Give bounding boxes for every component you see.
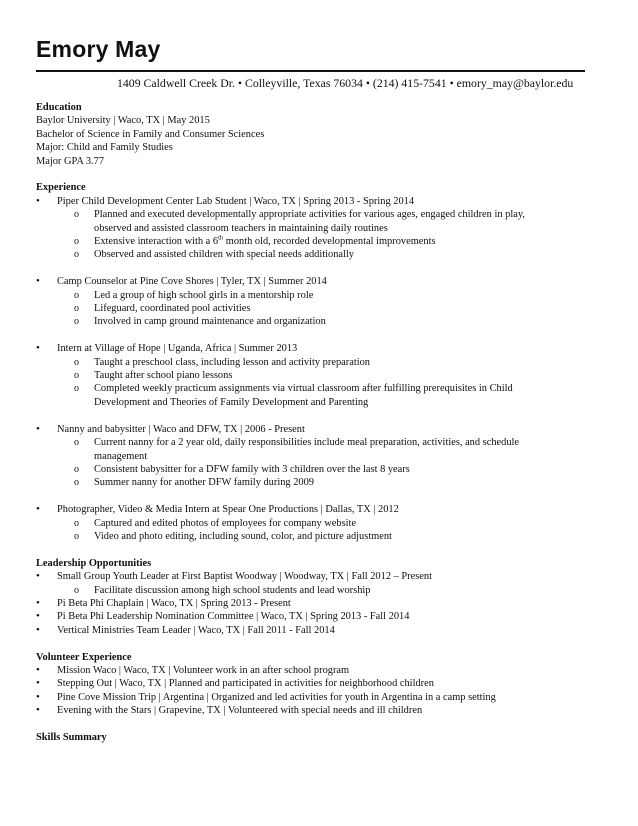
job-detail: o Taught a preschool class, including lesson and activity preparation bbox=[74, 356, 370, 368]
resume-body bbox=[36, 101, 596, 744]
leadership-item: • Pi Beta Phi Leadership Nomination Committee | Waco, TX | Spring 2013 - Fall 2014 bbox=[36, 610, 410, 623]
candidate-name: Emory May bbox=[36, 36, 161, 62]
education-degree: Bachelor of Science in Family and Consumer Sciences bbox=[36, 128, 265, 140]
education-school: Baylor University | Waco, TX | May 2015 bbox=[36, 115, 210, 127]
job-detail: o Observed and assisted children with special needs additionally bbox=[74, 249, 354, 261]
leadership-item: • Vertical Ministries Team Leader | Waco, TX | Fall 2011 - Fall 2014 bbox=[36, 623, 335, 636]
education-major: Major: Child and Family Studies bbox=[36, 142, 173, 154]
volunteer-item: • Mission Waco | Waco, TX | Volunteer work in an after school program bbox=[36, 663, 350, 676]
contact-line: 1409 Caldwell Creek Dr. • Colleyville, Texas 76034 • (214) 415-7541 • emory_may@baylor.edu bbox=[117, 76, 574, 90]
job-detail: o Taught after school piano lessons bbox=[74, 370, 233, 382]
volunteer-item: • Stepping Out | Waco, TX | Planned and participated in activities for neighborhood children bbox=[36, 677, 434, 690]
leadership-item: • Small Group Youth Leader at First Baptist Woodway | Woodway, TX | Fall 2012 – Present bbox=[36, 570, 432, 583]
job-detail: o Captured and edited photos of employees for company website bbox=[74, 517, 357, 529]
education-heading: Education bbox=[36, 102, 82, 113]
job-detail: o Extensive interaction with a 6th month old, recorded developmental improvements bbox=[74, 234, 436, 248]
volunteer-item: • Pine Cove Mission Trip | Argentina | Organized and led activities for youth in Argentina in a camp setting bbox=[36, 690, 496, 703]
volunteer-item: • Evening with the Stars | Grapevine, TX | Volunteered with special needs and ill children bbox=[36, 704, 423, 717]
job-title: • Camp Counselor at Pine Cove Shores | Tyler, TX | Summer 2014 bbox=[36, 275, 327, 288]
leadership-item: • Pi Beta Phi Chaplain | Waco, TX | Spring 2013 - Present bbox=[36, 596, 291, 609]
job-detail: o Video and photo editing, including sound, color, and picture adjustment bbox=[74, 530, 392, 542]
skills-heading: Skills Summary bbox=[36, 731, 107, 743]
job-title: • Nanny and babysitter | Waco and DFW, TX | 2006 - Present bbox=[36, 422, 305, 435]
header-rule bbox=[36, 70, 585, 72]
job-detail: o Current nanny for a 2 year old, daily responsibilities include meal preparation, activities, and schedule management bbox=[74, 437, 520, 462]
experience-heading: Experience bbox=[36, 182, 86, 194]
job-title: • Photographer, Video & Media Intern at Spear One Productions | Dallas, TX | 2012 bbox=[36, 503, 399, 516]
job-detail: o Completed weekly practicum assignments via virtual classroom after fulfilling prerequisites in Child Development and Theories of Family Development and Parenting bbox=[74, 383, 513, 408]
volunteer-heading: Volunteer Experience bbox=[36, 651, 132, 663]
job-title: • Piper Child Development Center Lab Student | Waco, TX | Spring 2013 - Spring 2014 bbox=[36, 194, 415, 207]
job-detail: o Led a group of high school girls in a mentorship role bbox=[74, 289, 314, 301]
education-gpa: Major GPA 3.77 bbox=[36, 155, 105, 167]
leadership-detail: o Facilitate discussion among high school students and lead worship bbox=[74, 584, 371, 596]
job-detail: o Lifeguard, coordinated pool activities bbox=[74, 303, 251, 315]
job-detail: o Planned and executed developmentally appropriate activities for various ages, engaged children in play, observed and assisted classroom teachers in maintaining daily routines bbox=[74, 209, 525, 234]
job-detail: o Involved in camp ground maintenance and organization bbox=[74, 316, 326, 328]
leadership-heading: Leadership Opportunities bbox=[36, 557, 152, 569]
job-detail: o Summer nanny for another DFW family during 2009 bbox=[74, 477, 314, 489]
job-title: • Intern at Village of Hope | Uganda, Africa | Summer 2013 bbox=[36, 342, 298, 355]
job-detail: o Consistent babysitter for a DFW family with 3 children over the last 8 years bbox=[74, 463, 410, 475]
